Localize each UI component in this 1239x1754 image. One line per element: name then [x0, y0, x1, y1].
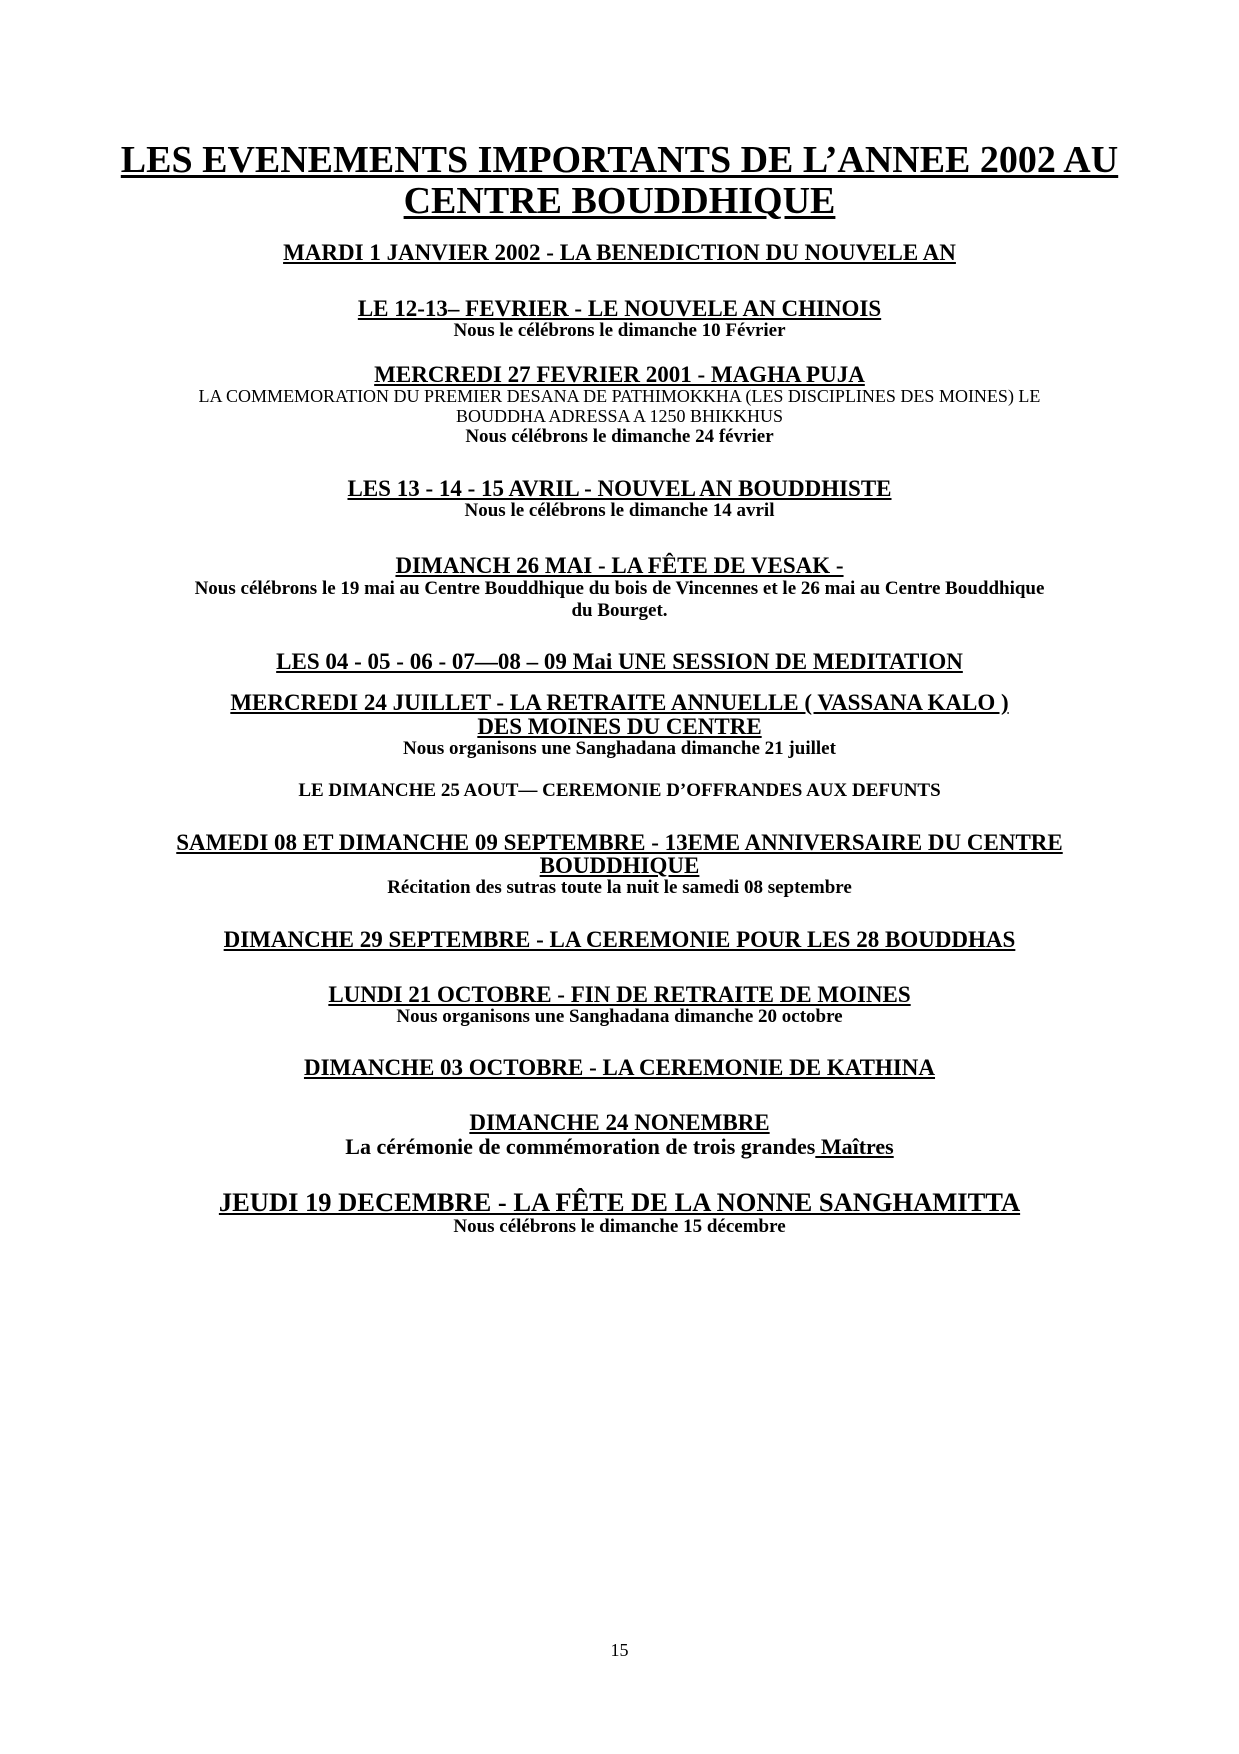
event-heading-anniversary-line2: BOUDDHIQUE: [539, 853, 700, 878]
event-heading-end-of-retreat: LUNDI 21 OCTOBRE - FIN DE RETRAITE DE MOINES: [328, 982, 911, 1007]
event-heading-annual-retreat-line2: DES MOINES DU CENTRE: [477, 714, 762, 739]
event-heading-chinese-new-year: LE 12-13– FEVRIER - LE NOUVELE AN CHINOIS: [357, 296, 882, 321]
event-note-three-masters-text: La cérémonie de commémoration de trois grandes: [345, 1134, 816, 1159]
event-note-end-of-retreat: Nous organisons une Sanghadana dimanche 20 octobre: [396, 1006, 843, 1027]
event-description-magha-puja-line1: LA COMMEMORATION DU PREMIER DESANA DE PATHIMOKKHA (LES DISCIPLINES DES MOINES) LE: [198, 386, 1041, 406]
event-heading-new-year-blessing: MARDI 1 JANVIER 2002 - LA BENEDICTION DU NOUVELE AN: [283, 240, 956, 265]
event-note-three-masters-underlined: Maîtres: [815, 1134, 894, 1159]
event-note-chinese-new-year: Nous le célébrons le dimanche 10 Février: [453, 320, 786, 341]
event-note-buddhist-new-year: Nous le célébrons le dimanche 14 avril: [464, 500, 775, 521]
page-title: LES EVENEMENTS IMPORTANTS DE L’ANNEE 2002 AU CENTRE BOUDDHIQUE: [120, 139, 1119, 222]
event-note-sanghamitta: Nous célébrons le dimanche 15 décembre: [453, 1216, 786, 1237]
event-heading-sanghamitta: JEUDI 19 DECEMBRE - LA FÊTE DE LA NONNE SANGHAMITTA: [218, 1187, 1021, 1217]
event-note-vesak-line1: Nous célébrons le 19 mai au Centre Bouddhique du bois de Vincennes et le 26 mai au Centre Bouddhique: [194, 578, 1045, 599]
event-note-vesak-line2: du Bourget.: [571, 600, 668, 621]
page-number: 15: [610, 1640, 629, 1660]
event-heading-offerings-ceremony: LE DIMANCHE 25 AOUT— CEREMONIE D’OFFRANDES AUX DEFUNTS: [298, 780, 941, 801]
event-description-magha-puja-line2: BOUDDHA ADRESSA A 1250 BHIKKHUS: [455, 406, 784, 426]
event-heading-anniversary-line1: SAMEDI 08 ET DIMANCHE 09 SEPTEMBRE - 13EME ANNIVERSAIRE DU CENTRE: [176, 830, 1063, 855]
event-heading-annual-retreat-line1: MERCREDI 24 JUILLET - LA RETRAITE ANNUELLE ( VASSANA KALO ): [230, 690, 1009, 715]
event-heading-28-buddhas: DIMANCHE 29 SEPTEMBRE - LA CEREMONIE POUR LES 28 BOUDDHAS: [223, 927, 1016, 952]
event-note-magha-puja: Nous célébrons le dimanche 24 février: [465, 426, 774, 447]
event-heading-buddhist-new-year: LES 13 - 14 - 15 AVRIL - NOUVEL AN BOUDDHISTE: [347, 476, 892, 501]
event-note-three-masters: [60, 1134, 1179, 1160]
event-heading-meditation-session: LES 04 - 05 - 06 - 07—08 – 09 Mai UNE SESSION DE MEDITATION: [276, 649, 963, 674]
event-heading-magha-puja: MERCREDI 27 FEVRIER 2001 - MAGHA PUJA: [374, 362, 865, 387]
event-note-anniversary: Récitation des sutras toute la nuit le samedi 08 septembre: [387, 877, 852, 898]
event-heading-vesak: DIMANCH 26 MAI - LA FÊTE DE VESAK -: [395, 553, 844, 578]
event-note-annual-retreat: Nous organisons une Sanghadana dimanche 21 juillet: [403, 738, 836, 759]
event-heading-kathina: DIMANCHE 03 OCTOBRE - LA CEREMONIE DE KATHINA: [303, 1055, 936, 1080]
event-heading-three-masters: DIMANCHE 24 NONEMBRE: [469, 1110, 770, 1135]
